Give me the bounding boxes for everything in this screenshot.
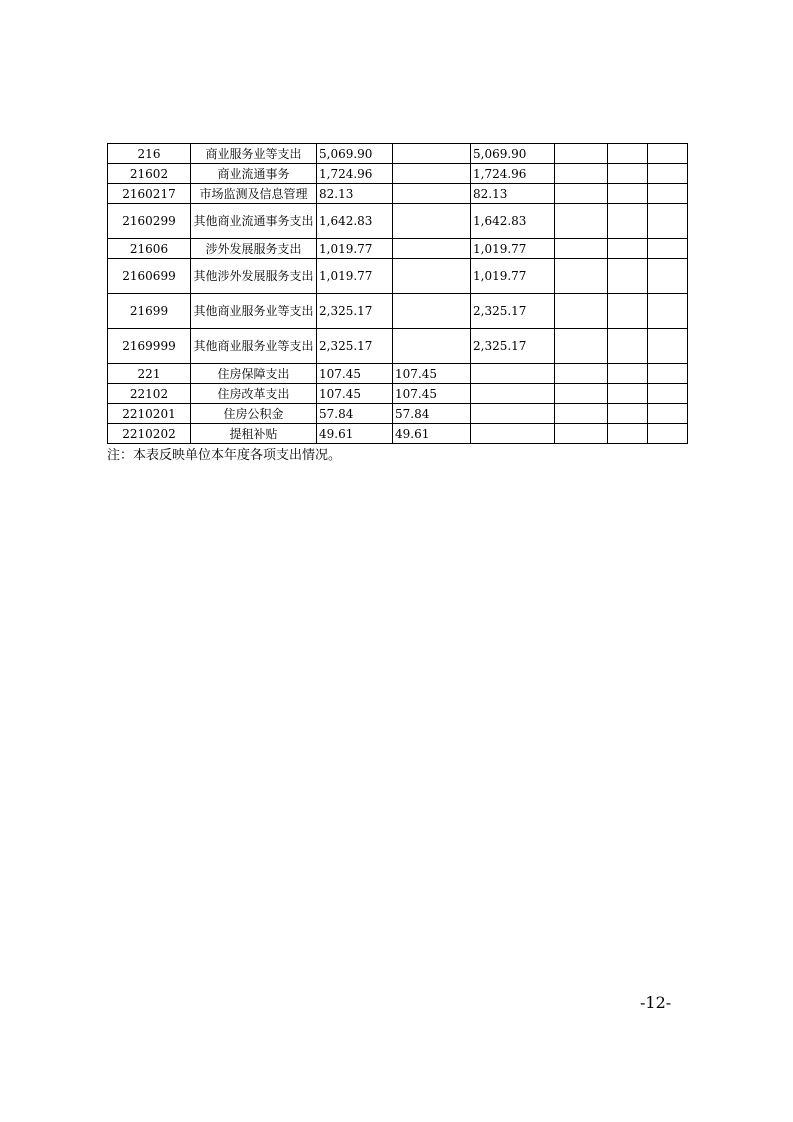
cell-project bbox=[471, 364, 555, 384]
cell-name: 住房改革支出 bbox=[191, 384, 317, 404]
cell-name: 其他涉外发展服务支出 bbox=[191, 259, 317, 294]
cell-project: 82.13 bbox=[471, 184, 555, 204]
cell-col6 bbox=[555, 364, 608, 384]
cell-project: 1,019.77 bbox=[471, 259, 555, 294]
cell-code: 21602 bbox=[108, 164, 191, 184]
table-row bbox=[108, 184, 688, 204]
table-row bbox=[108, 384, 688, 404]
cell-basic: 57.84 bbox=[393, 404, 471, 424]
cell-code: 216 bbox=[108, 144, 191, 164]
cell-basic bbox=[393, 144, 471, 164]
cell-total: 5,069.90 bbox=[317, 144, 393, 164]
page-number: -12- bbox=[640, 993, 672, 1012]
cell-code: 2160299 bbox=[108, 204, 191, 239]
cell-code: 21699 bbox=[108, 294, 191, 329]
cell-name: 提租补贴 bbox=[191, 424, 317, 444]
cell-project: 1,724.96 bbox=[471, 164, 555, 184]
cell-col8 bbox=[648, 384, 688, 404]
cell-total: 107.45 bbox=[317, 384, 393, 404]
table-row bbox=[108, 294, 688, 329]
cell-col6 bbox=[555, 204, 608, 239]
cell-name: 住房公积金 bbox=[191, 404, 317, 424]
cell-project: 2,325.17 bbox=[471, 294, 555, 329]
cell-project bbox=[471, 404, 555, 424]
cell-name: 住房保障支出 bbox=[191, 364, 317, 384]
table-row bbox=[108, 239, 688, 259]
cell-code: 2160217 bbox=[108, 184, 191, 204]
table-body bbox=[108, 144, 688, 444]
cell-name: 其他商业流通事务支出 bbox=[191, 204, 317, 239]
cell-name: 其他商业服务业等支出 bbox=[191, 329, 317, 364]
table-row bbox=[108, 364, 688, 384]
table-row bbox=[108, 404, 688, 424]
cell-name: 其他商业服务业等支出 bbox=[191, 294, 317, 329]
table-row bbox=[108, 329, 688, 364]
cell-total: 82.13 bbox=[317, 184, 393, 204]
table-row bbox=[108, 204, 688, 239]
cell-project bbox=[471, 424, 555, 444]
cell-col7 bbox=[608, 404, 648, 424]
cell-total: 1,642.83 bbox=[317, 204, 393, 239]
cell-total: 49.61 bbox=[317, 424, 393, 444]
cell-code: 22102 bbox=[108, 384, 191, 404]
cell-basic bbox=[393, 204, 471, 239]
expenditure-table bbox=[107, 143, 688, 444]
table-row bbox=[108, 259, 688, 294]
cell-basic: 49.61 bbox=[393, 424, 471, 444]
cell-col6 bbox=[555, 239, 608, 259]
cell-col8 bbox=[648, 239, 688, 259]
cell-col8 bbox=[648, 184, 688, 204]
cell-col6 bbox=[555, 424, 608, 444]
cell-col7 bbox=[608, 364, 648, 384]
cell-col8 bbox=[648, 424, 688, 444]
cell-col7 bbox=[608, 294, 648, 329]
cell-total: 2,325.17 bbox=[317, 329, 393, 364]
cell-col7 bbox=[608, 239, 648, 259]
cell-basic bbox=[393, 239, 471, 259]
cell-basic bbox=[393, 184, 471, 204]
cell-col8 bbox=[648, 294, 688, 329]
table-note: 注：本表反映单位本年度各项支出情况。 bbox=[107, 448, 342, 463]
table-row bbox=[108, 424, 688, 444]
cell-col7 bbox=[608, 259, 648, 294]
cell-total: 2,325.17 bbox=[317, 294, 393, 329]
cell-project bbox=[471, 384, 555, 404]
cell-col7 bbox=[608, 184, 648, 204]
cell-name: 市场监测及信息管理 bbox=[191, 184, 317, 204]
cell-col6 bbox=[555, 294, 608, 329]
table-row bbox=[108, 144, 688, 164]
cell-total: 107.45 bbox=[317, 364, 393, 384]
cell-basic bbox=[393, 329, 471, 364]
cell-col6 bbox=[555, 164, 608, 184]
cell-basic bbox=[393, 164, 471, 184]
cell-code: 21606 bbox=[108, 239, 191, 259]
table-row bbox=[108, 164, 688, 184]
cell-col8 bbox=[648, 364, 688, 384]
cell-basic bbox=[393, 294, 471, 329]
cell-code: 2169999 bbox=[108, 329, 191, 364]
cell-project: 5,069.90 bbox=[471, 144, 555, 164]
cell-col6 bbox=[555, 259, 608, 294]
cell-col8 bbox=[648, 204, 688, 239]
cell-code: 2210201 bbox=[108, 404, 191, 424]
cell-col8 bbox=[648, 404, 688, 424]
cell-basic bbox=[393, 259, 471, 294]
cell-name: 商业服务业等支出 bbox=[191, 144, 317, 164]
cell-col7 bbox=[608, 144, 648, 164]
cell-total: 1,019.77 bbox=[317, 239, 393, 259]
cell-col8 bbox=[648, 259, 688, 294]
cell-basic: 107.45 bbox=[393, 364, 471, 384]
cell-col7 bbox=[608, 424, 648, 444]
cell-project: 1,642.83 bbox=[471, 204, 555, 239]
cell-code: 2210202 bbox=[108, 424, 191, 444]
cell-total: 1,724.96 bbox=[317, 164, 393, 184]
cell-project: 1,019.77 bbox=[471, 239, 555, 259]
cell-name: 涉外发展服务支出 bbox=[191, 239, 317, 259]
cell-col6 bbox=[555, 144, 608, 164]
cell-col7 bbox=[608, 329, 648, 364]
cell-col7 bbox=[608, 204, 648, 239]
cell-total: 57.84 bbox=[317, 404, 393, 424]
cell-col8 bbox=[648, 164, 688, 184]
cell-col8 bbox=[648, 144, 688, 164]
cell-col8 bbox=[648, 329, 688, 364]
cell-name: 商业流通事务 bbox=[191, 164, 317, 184]
cell-total: 1,019.77 bbox=[317, 259, 393, 294]
cell-col6 bbox=[555, 184, 608, 204]
cell-code: 221 bbox=[108, 364, 191, 384]
cell-basic: 107.45 bbox=[393, 384, 471, 404]
budget-table-container bbox=[107, 143, 687, 444]
cell-col7 bbox=[608, 384, 648, 404]
cell-col6 bbox=[555, 384, 608, 404]
cell-code: 2160699 bbox=[108, 259, 191, 294]
cell-col7 bbox=[608, 164, 648, 184]
cell-project: 2,325.17 bbox=[471, 329, 555, 364]
cell-col6 bbox=[555, 329, 608, 364]
cell-col6 bbox=[555, 404, 608, 424]
